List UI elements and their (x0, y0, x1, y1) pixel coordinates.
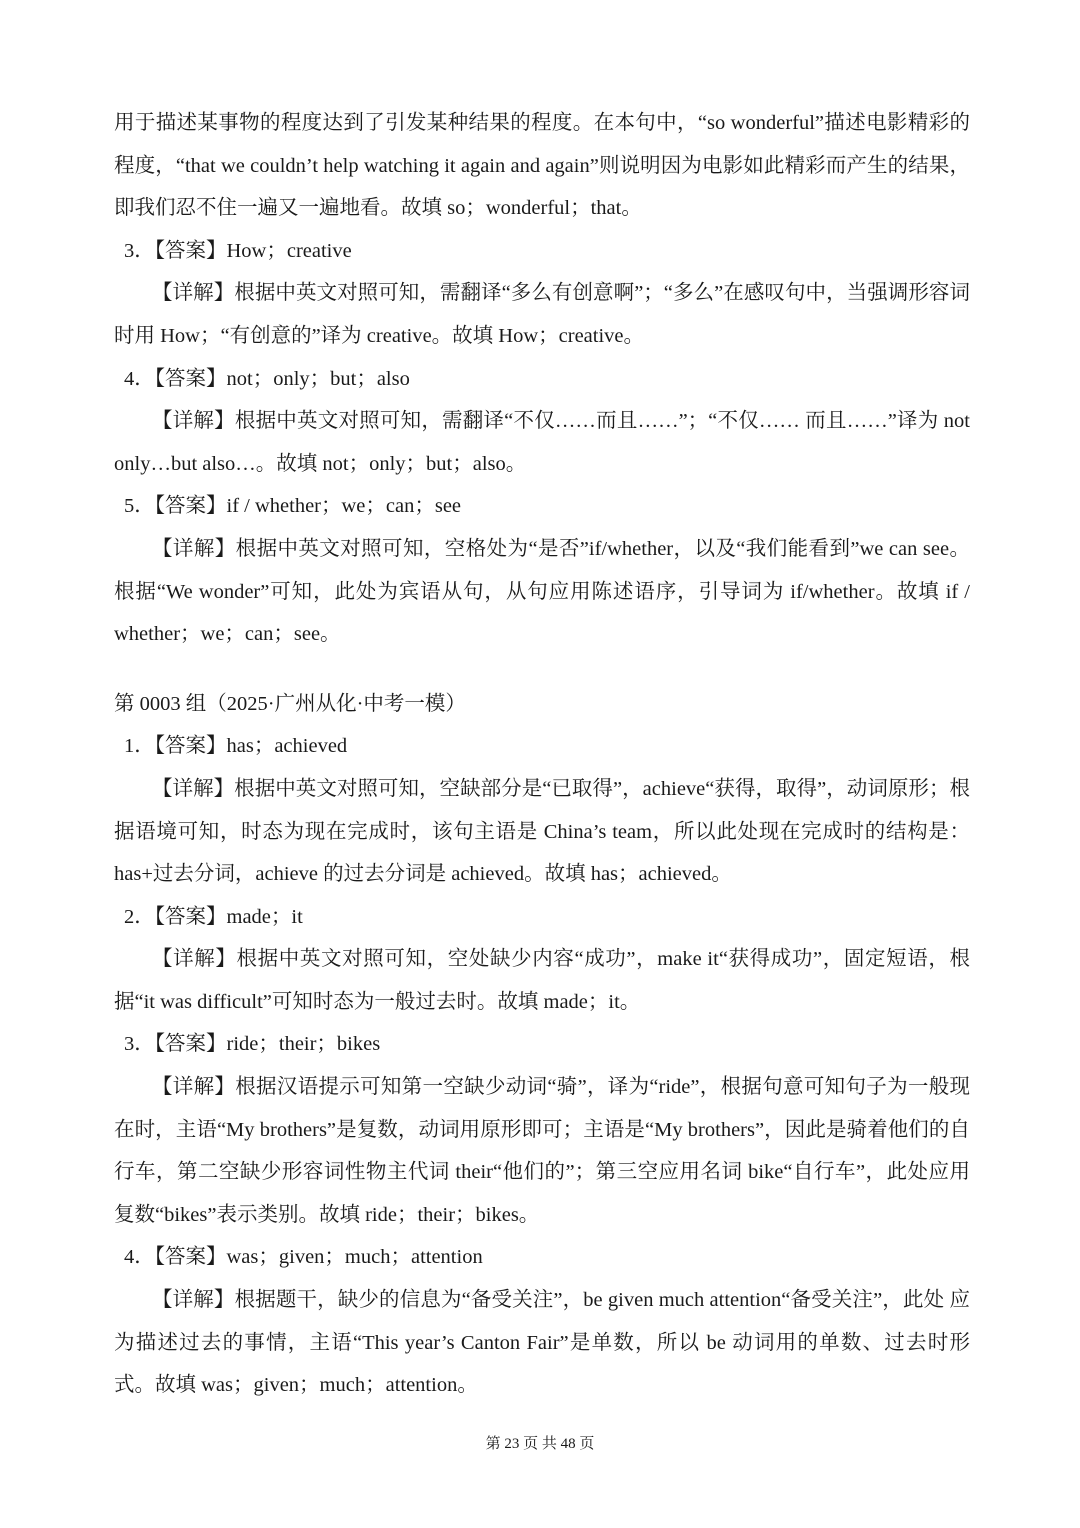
explanation-paragraph: 【详解】根据中英文对照可知，空缺部分是“已取得”，achieve“获得，取得”，动词原形；根据语境可知，时态为现在完成时，该句主语是 China’s team，所以此处现在完成时的结构是：has+过去分词，achieve 的过去分词是 achieved。故填 has；achieved。 (114, 777, 970, 886)
answer-line: 3．【答案】ride；their；bikes (124, 1033, 381, 1056)
answer-line: 4．【答案】was；given；much；attention (124, 1246, 483, 1269)
document-body (114, 102, 970, 1407)
answer-line: 5．【答案】if / whether；we；can；see (124, 495, 462, 518)
answer-line: 1．【答案】has；achieved (124, 735, 348, 758)
explanation-paragraph: 【详解】根据中英文对照可知，需翻译“多么有创意啊”；“多么”在感叹句中，当强调形容词时用 How；“有创意的”译为 creative。故填 How；creative。 (114, 282, 970, 347)
carryover-paragraph: 用于描述某事物的程度达到了引发某种结果的程度。在本句中，“so wonderful”描述电影精彩的程度，“that we couldn’t help watching it again and again”则说明因为电影如此精彩而产生的结果，即我们忍不住一遍又一遍地看。故填 so；wonderful；that。 (114, 112, 970, 220)
explanation-paragraph: 【详解】根据汉语提示可知第一空缺少动词“骑”，译为“ride”，根据句意可知句子为一般现在时，主语“My brothers”是复数，动词用原形即可；主语是“My brothers”，因此是骑着他们的自行车，第二空缺少形容词性物主代词 their“他们的”；第三空应用名词 bike“自行车”，此处应用复数“bikes”表示类别。故填 ride；their；bikes。 (114, 1076, 970, 1226)
explanation-paragraph: 【详解】根据中英文对照可知，需翻译“不仅……而且……”；“不仅…… 而且……”译为 not only…but also…。故填 not；only；but；also。 (114, 410, 970, 475)
answer-line: 3．【答案】How；creative (124, 239, 352, 262)
answer-line: 4．【答案】not；only；but；also (124, 367, 410, 390)
explanation-paragraph: 【详解】根据中英文对照可知，空处缺少内容“成功”，make it“获得成功”，固定短语，根据“it was difficult”可知时态为一般过去时。故填 made；it。 (114, 948, 970, 1013)
explanation-paragraph: 【详解】根据中英文对照可知，空格处为“是否”if/whether，以及“我们能看到”we can see。根据“We wonder”可知，此处为宾语从句，从句应用陈述语序，引导词为 if/whether。故填 if / whether；we；can；see。 (114, 537, 970, 646)
group-heading: 第 0003 组（2025·广州从化·中考一模） (114, 692, 466, 715)
answer-line: 2．【答案】made；it (124, 905, 303, 928)
page-footer: 第 23 页 共 48 页 (485, 1436, 595, 1452)
explanation-paragraph: 【详解】根据题干，缺少的信息为“备受关注”，be given much attention“备受关注”，此处 应为描述过去的事情，主语“This year’s Canton Fair”是单数，所以 be 动词用的单数、过去时形式。故填 was；given；much；attention。 (114, 1289, 970, 1397)
